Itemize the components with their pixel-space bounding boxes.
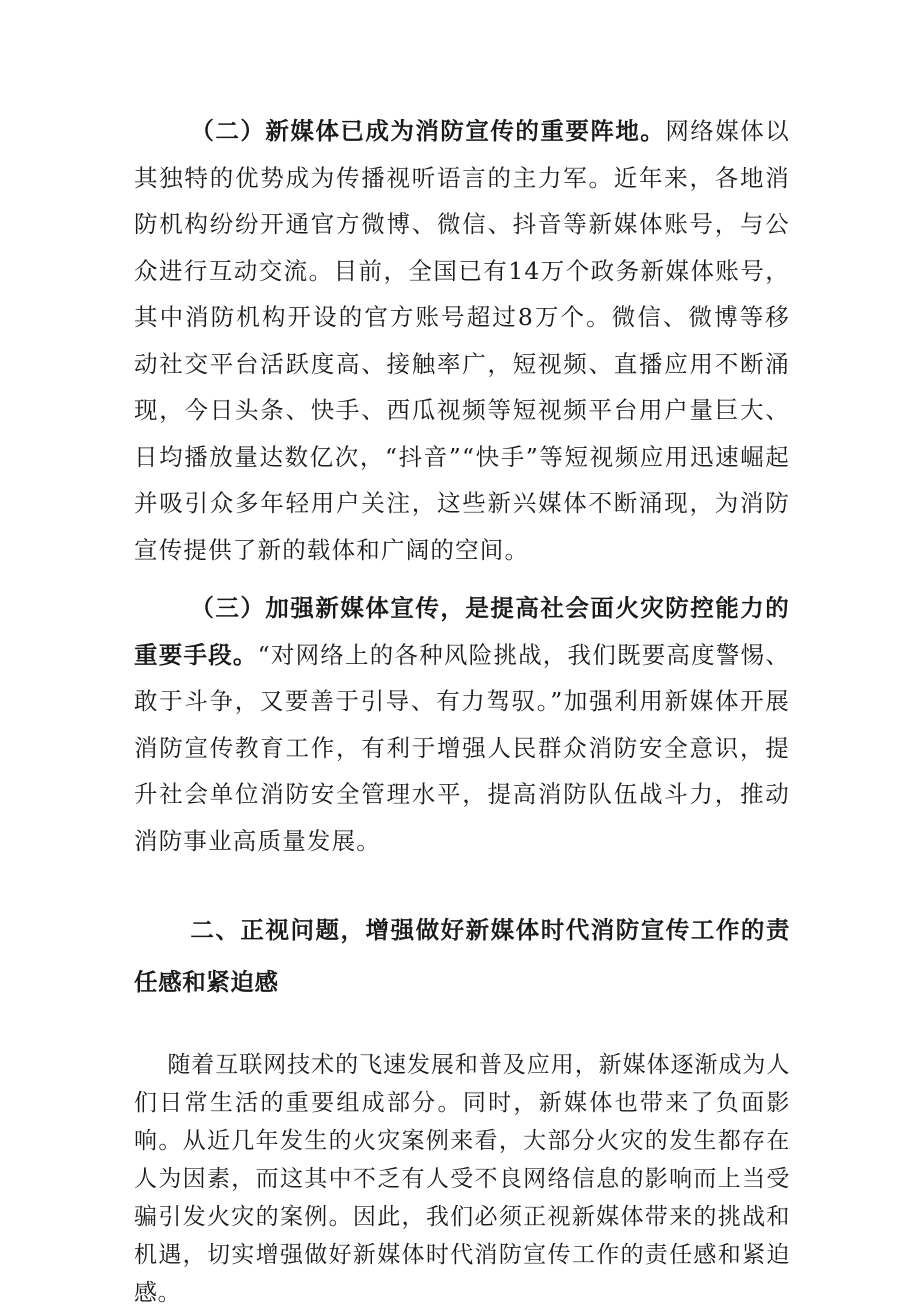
document-body bbox=[134, 108, 790, 1312]
paragraph-closing: 随着互联网技术的飞速发展和普及应用，新媒体逐渐成为人们日常生活的重要组成部分。同时，新媒体也带来了负面影响。从近几年发生的火灾案例来看，大部分火灾的发生都存在人为因素，而这其中不乏有人受不良网络信息的影响而上当受骗引发火灾的案例。因此，我们必须正视新媒体带来的挑战和机遇，切实增强做好新媒体时代消防宣传工作的责任感和紧迫感。 bbox=[134, 1052, 790, 1306]
paragraph-body-text: 网络媒体以其独特的优势成为传播视听语言的主力军。近年来，各地消防机构纷纷开通官方微博、微信、抖音等新媒体账号，与公众进行互动交流。目前，全国已有14万个政务新媒体账号，其中消防机构开设的官方账号超过8万个。微信、微博等移动社交平台活跃度高、接触率广，短视频、直播应用不断涌现，今日头条、快手、西瓜视频等短视频平台用户量巨大、日均播放量达数亿次，“抖音”“快手”等短视频应用迅速崛起并吸引众多年轻用户关注，这些新兴媒体不断涌现，为消防宣传提供了新的载体和广阔的空间。 bbox=[134, 117, 790, 564]
paragraph-strengthen-publicity bbox=[134, 585, 790, 864]
paragraph-new-media-frontier bbox=[134, 108, 790, 573]
paragraph-lead-heading: （三）加强新媒体宣传，是提高社会面火灾防控能力的重要手段。 bbox=[134, 594, 790, 669]
paragraph-lead-heading: （二）新媒体已成为消防宣传的重要阵地。 bbox=[190, 117, 666, 145]
section-heading: 二、正视问题，增强做好新媒体时代消防宣传工作的责任感和紧迫感 bbox=[134, 916, 790, 996]
paragraph-body-text: “对网络上的各种风险挑战，我们既要高度警惕、敢于斗争，又要善于引导、有力驾驭。”加强利用新媒体开展消防宣传教育工作，有利于增强人民群众消防安全意识，提升社会单位消防安全管理水平，提高消防队伍战斗力，推动消防事业高质量发展。 bbox=[134, 640, 791, 855]
